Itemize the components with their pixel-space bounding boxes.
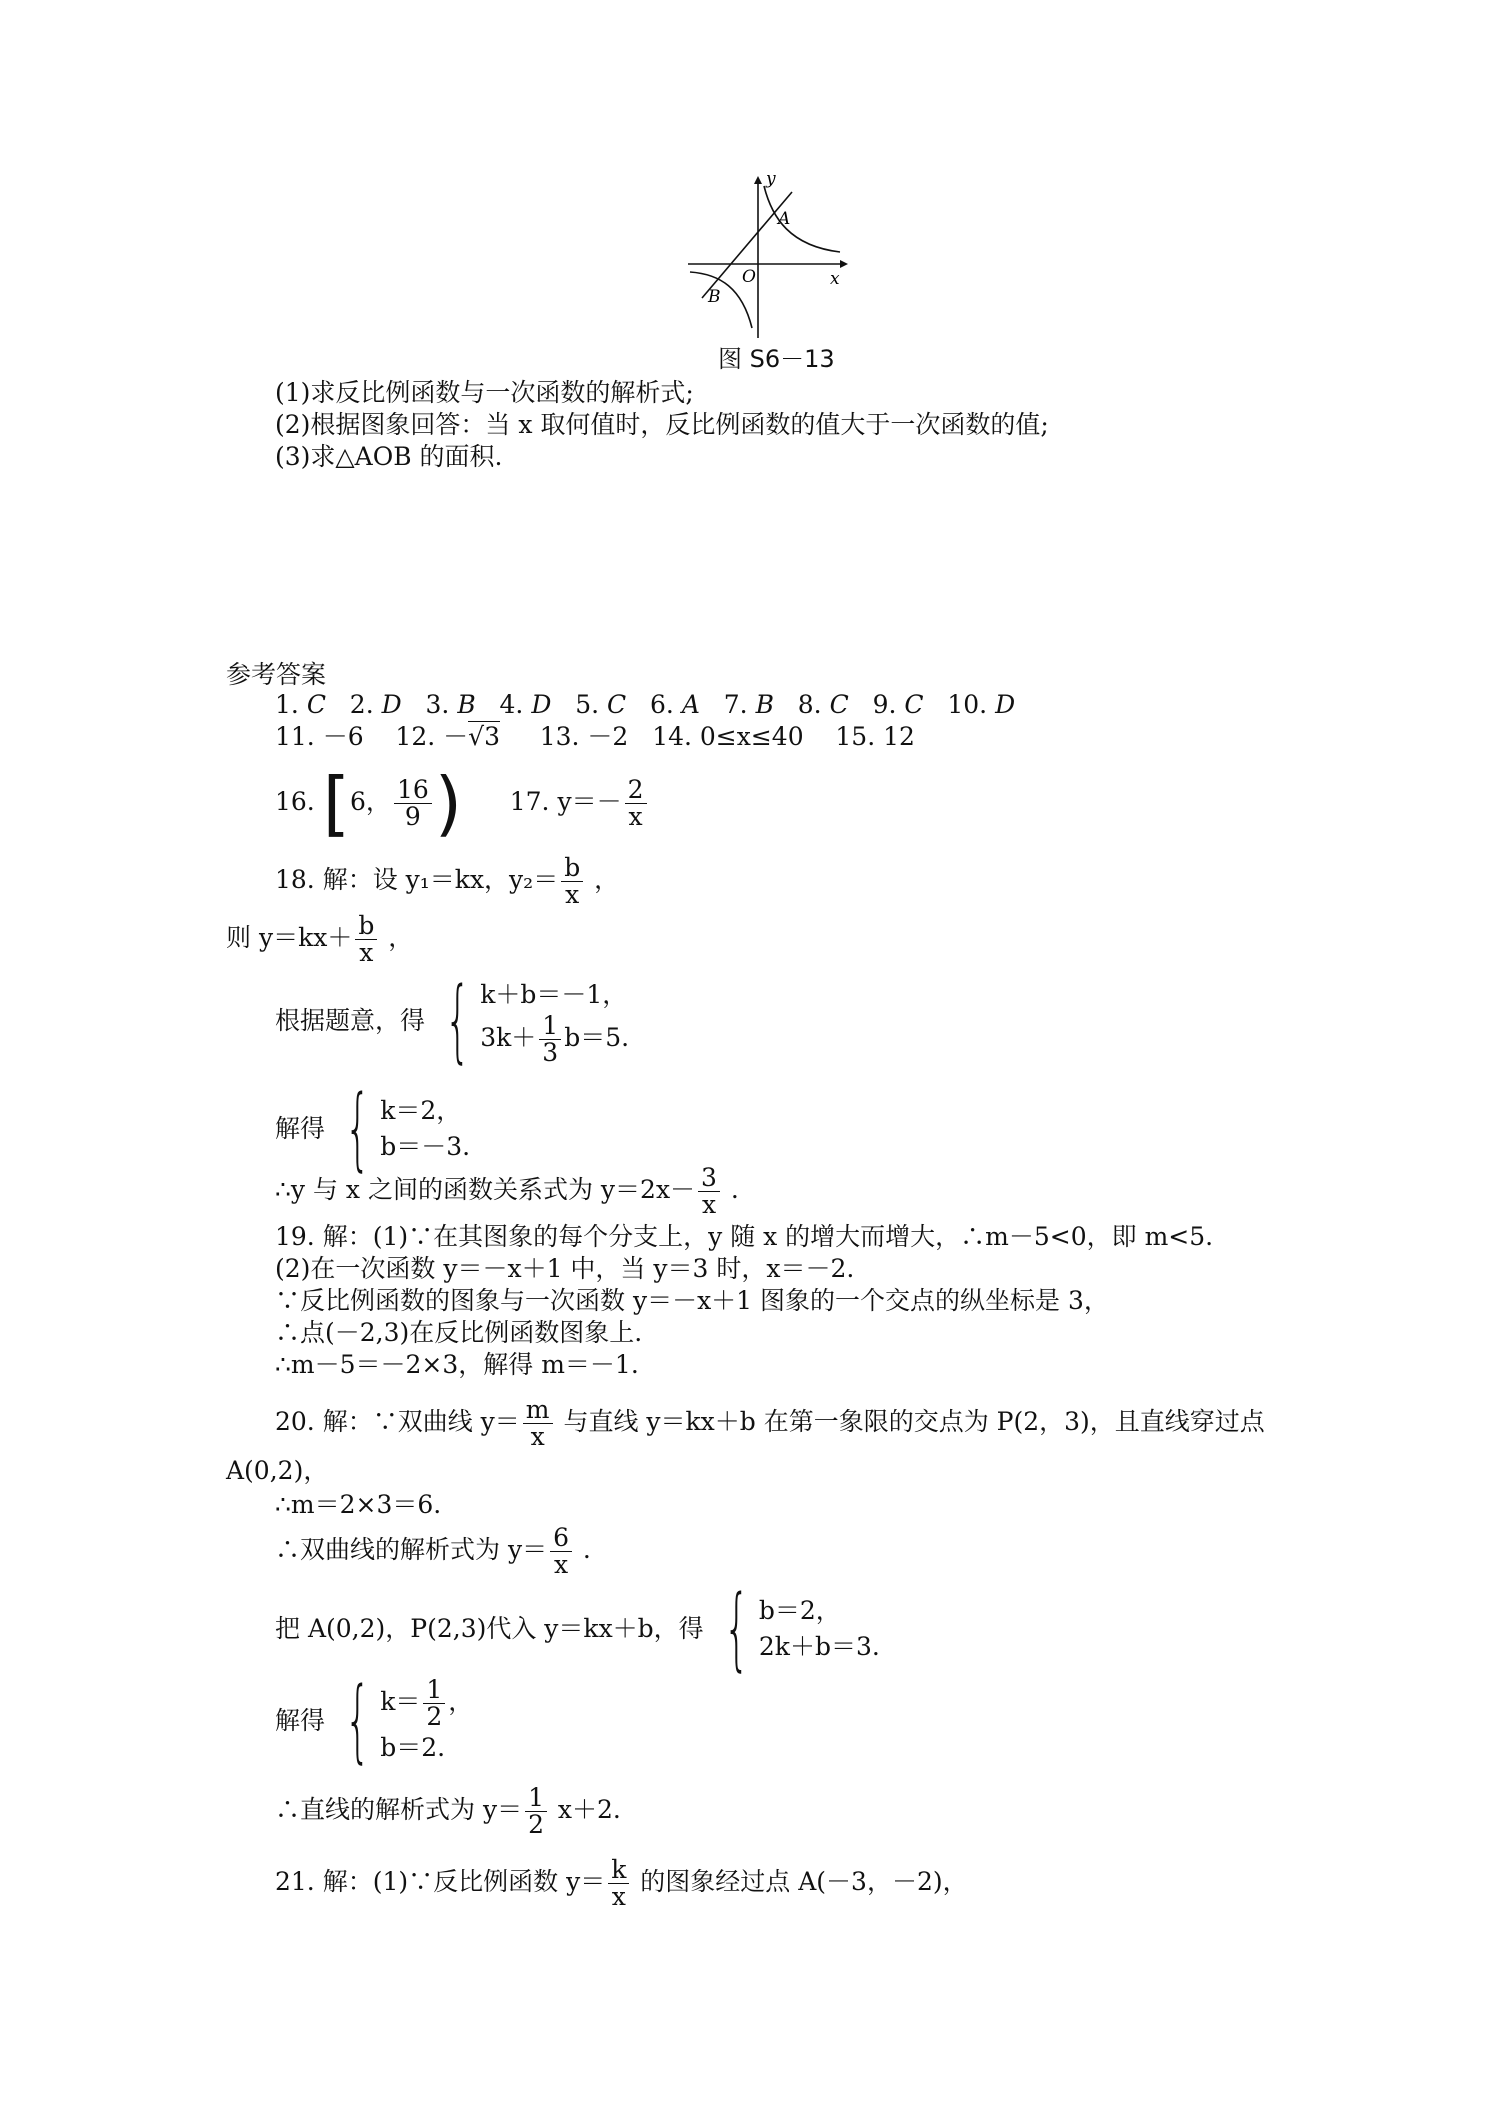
answer-19-line5: ∴m－5＝－2×3，解得 m＝－1. — [275, 1350, 639, 1379]
axis-label-y: y — [766, 169, 776, 189]
answer-18-conclusion: ∴y 与 x 之间的函数关系式为 y＝2x－ $\frac{3}{x}$ . — [275, 1163, 739, 1219]
answer-20-system-2: 解得 { k＝ $\frac{1}{2}$ ， b＝2. — [275, 1668, 474, 1773]
mc-answer: 8. C — [797, 690, 849, 719]
answer-15: 15. 12 — [835, 722, 915, 751]
answers-heading: 参考答案 — [226, 660, 327, 689]
question-3: (3)求△AOB 的面积. — [275, 442, 503, 471]
answers-fill-row — [275, 722, 915, 752]
question-1: (1)求反比例函数与一次函数的解析式; — [275, 378, 694, 407]
answer-18-system-1: 根据题意，得 { k＋b＝－1， 3k＋ $\frac{1}{3}$ b＝5. — [275, 968, 630, 1073]
answer-19-line4: ∴点(－2,3)在反比例函数图象上. — [275, 1318, 643, 1347]
answer-14: 14. 0≤x≤40 — [652, 722, 804, 751]
x-axis-arrow — [840, 260, 848, 268]
answer-12: 12. －√3 — [395, 722, 500, 751]
answer-20-line4: ∴双曲线的解析式为 y＝ $\frac{6}{x}$ . — [275, 1523, 591, 1579]
answer-18-line1: 18. 解：设 y₁＝kx，y₂＝ $\frac{b}{x}$ ， — [275, 853, 620, 909]
figure-caption: 图 S6－13 — [718, 345, 835, 373]
y-axis-arrow — [754, 176, 762, 184]
function-graph-figure — [680, 168, 860, 340]
mc-answer: 9. C — [872, 690, 924, 719]
mc-answer: 4. D — [499, 690, 552, 719]
answer-18-system-2: 解得 { k＝2， b＝－3. — [275, 1076, 471, 1181]
answer-11: 11. －6 — [275, 722, 364, 751]
mc-answer: 3. B — [425, 690, 476, 719]
mc-answer: 2. D — [349, 690, 402, 719]
answer-16: 16. [6， $\frac{16}{9}$ ) — [275, 762, 463, 844]
answer-20-system-1: 把 A(0,2)，P(2,3)代入 y＝kx＋b，得 { b＝2， 2k＋b＝3. — [275, 1576, 880, 1681]
mc-answer: 1. C — [275, 690, 326, 719]
mc-answer: 5. C — [575, 690, 627, 719]
axis-label-x: x — [830, 269, 840, 289]
answer-18-line2: 则 y＝kx＋ $\frac{b}{x}$ ， — [226, 911, 414, 967]
answers-16-17-row — [275, 762, 650, 844]
answer-13: 13. －2 — [539, 722, 629, 751]
question-2: (2)根据图象回答：当 x 取何值时，反比例函数的值大于一次函数的值; — [275, 410, 1049, 439]
answers-mc-row — [275, 690, 1015, 720]
origin-label: O — [742, 267, 756, 287]
answer-19-line3: ∵反比例函数的图象与一次函数 y＝－x＋1 图象的一个交点的纵坐标是 3， — [275, 1286, 1109, 1315]
hyperbola-branch-q1 — [764, 186, 840, 252]
answer-20-line1: 20. 解：∵双曲线 y＝ $\frac{m}{x}$ 与直线 y＝kx＋b 在第一象限的交点为 P(2，3)，且直线穿过点 — [275, 1395, 1265, 1451]
answer-17: 17. y＝－ $\frac{2}{x}$ — [510, 787, 650, 816]
mc-answer: 6. A — [650, 690, 700, 719]
answer-20-line3: ∴m＝2×3＝6. — [275, 1490, 442, 1519]
mc-answer: 10. D — [947, 690, 1016, 719]
point-a-label: A — [778, 209, 791, 229]
answer-19-line2: (2)在一次函数 y＝－x＋1 中，当 y＝3 时，x＝－2. — [275, 1254, 855, 1283]
answer-20-line2: A(0,2)， — [226, 1456, 329, 1485]
mc-answer: 7. B — [723, 690, 774, 719]
answer-19-line1: 19. 解：(1)∵在其图象的每个分支上，y 随 x 的增大而增大，∴m－5<0，即 m<5. — [275, 1222, 1214, 1251]
answer-20-conclusion: ∴直线的解析式为 y＝ $\frac{1}{2}$ x＋2. — [275, 1783, 621, 1839]
answer-21-line1: 21. 解：(1)∵反比例函数 y＝ $\frac{k}{x}$ 的图象经过点 A(－3，－2)， — [275, 1855, 968, 1911]
point-b-label: B — [708, 287, 721, 307]
